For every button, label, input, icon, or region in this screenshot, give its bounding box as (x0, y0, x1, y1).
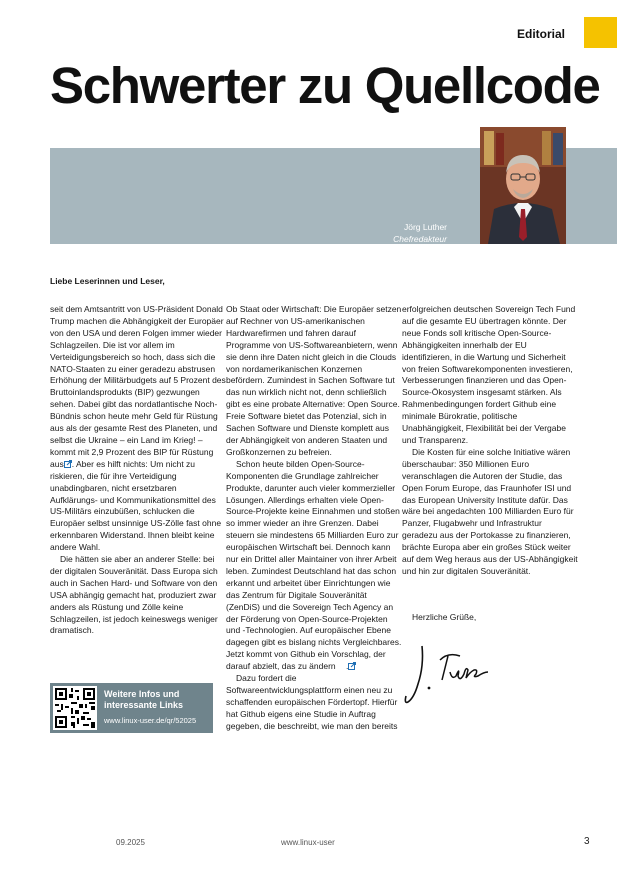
paragraph: seit dem Amtsantritt von US-Präsident Donald Trump machen die Abhängigkeit der Europäer von den USA und deren Folgen immer wieder Schlagzeilen. Die ist vor allem im Verteidigungsbereich so hoch, dass sich die NATO-Staaten zu einer geradezu abstrusen Erhöhung der Militärbudgets auf 5 Prozent des Bruttoinlandsprodukts (BIP) gezwungen sehen. Dabei gibt das nordatlantische Noch-Bündnis schon heute mehr Geld für Rüstung aus als der gesamte Rest des Planeten, und selbst die Ukraine – ein Land im Krieg! – kommt mit 2,9 Prozent des BIP für Rüstung aus . Aber es hilft nichts: Um nicht zu riskieren, die für ihre Verteidigung unabdingbaren, nicht ersetzbaren Aufklärungs- und Kommunikationsmittel des US-Militärs einzubüßen, schlucken die Europäer selbst unsinnige US-Zölle fast ohne erkennbaren Widerstand. Ihnen bleibt keine andere Wahl. (50, 304, 226, 553)
article-column-3 (402, 304, 578, 578)
paragraph: Die Kosten für eine solche Initiative wären überschaubar: 350 Millionen Euro veranschlagen die Autoren der Studie, das Open Forum Europe, das Fraunhofer ISI und das European University Institute dafür. Das wäre bei angedachten 100 Milliarden Euro für Panzer, Flugabwehr und Infrastruktur geradezu aus der Portokasse zu finanzieren, brächte Europa aber ein großes Stück weiter auf dem Weg heraus aus der US-Abhängigkeit und hin zur digitalen Souveränität. (402, 446, 578, 576)
paragraph: Die hätten sie aber an anderer Stelle: bei der digitalen Souveränität. Dass Europa sich auch in Sachen Hard- und Software von den USA abhängig gemacht hat, produziert zwar anders als Rüstung und Zölle keine Schlagzeilen, ist jedoch keineswegs weniger dramatisch. (50, 554, 218, 636)
qr-code[interactable] (53, 686, 97, 730)
paragraph: Dazu fordert die Softwareentwicklungsplattform einen neu zu schaffenden europäischen Fördertopf. Hierfür hat Github eigens eine Studie in Auftrag gegeben, die beschreibt, wie man den bereits (226, 673, 398, 731)
closing-greeting: Herzliche Grüße, (412, 612, 477, 622)
info-box[interactable] (50, 683, 213, 733)
salutation: Liebe Leserinnen und Leser, (50, 276, 165, 286)
section-label: Editorial (516, 27, 565, 41)
page-number: 3 (584, 836, 590, 847)
paragraph: Schon heute bilden Open-Source-Komponenten die Grundlage zahlreicher Produkte, darunter auch vieler kommerzieller Lösungen. Allerdings erhalten viele Open-Source-Projekte keine Einnahmen und stoßen so immer wieder an ihre Grenzen. Dabei steuern sie mindestens 65 Milliarden Euro zur europäischen Wirtschaft bei. Dennoch kann nur ein Drittel aller Maintainer von ihrer Arbeit leben. Zumindest Deutschland hat das schon erkannt und arbeitet über Einrichtungen wie das Zentrum für Digitale Souveränität (ZenDiS) und die Sovereign Tech Agency an der Förderung von Open-Source-Projekten und -Technologien. Auf europäischer Ebene dagegen gibt es bislang nichts Vergleichbares. Jetzt kommt von Github ein Vorschlag, der darauf abzielt, das zu ändern . (226, 458, 402, 672)
footer-date: 09.2025 (116, 838, 145, 847)
info-box-url[interactable]: www.linux-user.de/qr/52025 (104, 716, 197, 725)
page-title: Schwerter zu Quellcode (50, 57, 600, 114)
author-name: Jörg Luther (404, 222, 447, 232)
author-photo (480, 127, 566, 244)
footer-website[interactable]: www.linux-user (281, 838, 335, 847)
article-column-2 (226, 304, 402, 733)
info-box-title: Weitere Infos und interessante Links (104, 689, 184, 710)
article-column-1 (50, 304, 226, 637)
author-role: Chefredakteur (393, 234, 447, 244)
external-link-icon[interactable] (338, 662, 346, 670)
paragraph: Ob Staat oder Wirtschaft: Die Europäer setzen auf Rechner von US-amerikanischen Hardwarefirmen und fahren darauf Programme von US-Softwareanbietern, wenn sie denn ihre Daten nicht gleich in die Clouds von nordamerikanischen Konzernen befördern. Zumindest in Sachen Software tut das nun wirklich nicht not, denn schließlich gibt es eine probate Alternative: Open Source. Freie Software bietet das Potenzial, sich in Sachen Software und Dienste komplett aus der Abhängigkeit von anderen Staaten und Großkonzernen zu befreien. (226, 304, 402, 457)
handwritten-signature (402, 636, 494, 713)
external-link-icon[interactable] (64, 460, 72, 468)
paragraph: erfolgreichen deutschen Sovereign Tech Fund auf die gesamte EU übertragen könnte. Der neue Fonds soll kritische Open-Source-Abhängigkeiten innerhalb der EU identifizieren, in die Wartung und Sicherheit von freien Softwarekomponenten investieren, Verbesserungen finanzieren und das Open-Source-Ökosystem insgesamt stärken. Als Rahmenbedingungen fordert Github eine minimale Bürokratie, politische Unabhängigkeit, Flexibilität bei der Vergabe und Transparenz. (402, 304, 576, 445)
section-color-tab (584, 17, 617, 48)
